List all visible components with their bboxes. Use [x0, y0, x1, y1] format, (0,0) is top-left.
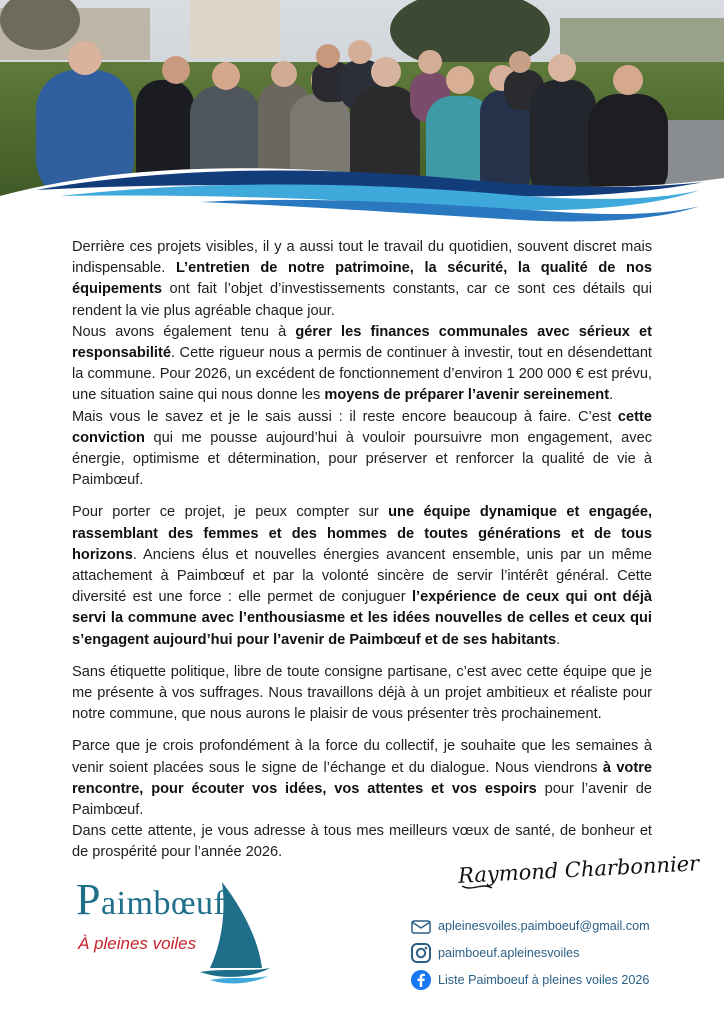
logo-initial: P — [76, 875, 101, 924]
text-run: . — [556, 631, 561, 648]
paragraph-3 — [72, 407, 652, 492]
email-icon — [410, 915, 432, 937]
letter-body — [72, 237, 652, 864]
text-run: . Cette rigueur nous a permis de continuer à investir, tout en désendettant la commune. Pour 2026, un excédent de fonctionnement d’environ 1 200 000 € est prévu, une situation saine qui nous donne les — [72, 345, 652, 404]
text-run: Mais vous le savez et je le sais aussi : il reste encore beaucoup à faire. C’est — [72, 408, 618, 425]
text-run: . — [609, 387, 614, 404]
bold-run: cette conviction — [72, 408, 652, 446]
campaign-logo — [72, 868, 282, 988]
paragraph-4 — [72, 502, 652, 650]
logo-word: aimbœuf — [100, 885, 226, 922]
bold-run: L’entretien de notre patrimoine, la sécurité, la qualité de nos équipements — [72, 260, 652, 298]
paragraph-5 — [72, 662, 652, 726]
text-run: Nous avons également tenu à — [72, 323, 296, 340]
paragraph-6 — [72, 736, 652, 821]
bold-run: à votre rencontre, pour écouter vos idées, vos attentes et vos espoirs — [72, 759, 653, 797]
text-run: Dans cette attente, je vous adresse à tous mes meilleurs vœux de santé, de bonheur et de prospérité pour l’année 2026. — [72, 823, 652, 861]
signature — [452, 842, 700, 898]
text-run: Pour porter ce projet, je peux compter sur — [72, 504, 389, 521]
bold-run: moyens de préparer l’avenir sereinement — [324, 387, 610, 404]
signature-text: Raymond Charbonnier — [457, 851, 700, 888]
wave-banner — [0, 160, 724, 230]
bold-run: une équipe dynamique et engagée, rassemblant des femmes et des hommes de toutes générations et de tous horizons — [72, 504, 652, 563]
paragraph-2 — [72, 322, 652, 407]
contact-list — [410, 914, 680, 995]
contact-facebook[interactable] — [410, 968, 680, 992]
handwritten-signature — [452, 842, 700, 898]
text-run: Derrière ces projets visibles, il y a aussi tout le travail du quotidien, souvent discret mais indispensable. — [72, 239, 652, 277]
bold-run: l’expérience de ceux qui ont déjà servi la commune avec l’enthousiasme et les idées nouvelles de celles et ceux qui s’engagent aujourd’hui pour l’avenir de Paimbœuf et de ses habitants — [72, 589, 652, 648]
bold-run: gérer les finances communales avec sérieux et responsabilité — [72, 323, 652, 362]
text-run: Parce que je crois profondément à la force du collectif, je souhaite que les semaines à venir soient placées sous le signe de l’échange et du dialogue. Nous viendrons — [72, 738, 652, 776]
logo-tagline: À pleines voiles — [78, 934, 197, 953]
facebook-icon — [410, 969, 432, 991]
email-text[interactable]: apleinesvoiles.paimboeuf@gmail.com — [438, 919, 650, 933]
text-run: qui me pousse aujourd’hui à vouloir poursuivre mon engagement, avec énergie, optimisme et détermination, pour préserver et renforcer la qualité de vie à Paimbœuf. — [72, 429, 652, 489]
contact-email[interactable] — [410, 914, 680, 938]
facebook-text[interactable]: Liste Paimboeuf à pleines voiles 2026 — [438, 973, 650, 987]
logo-wordmark — [76, 874, 225, 925]
text-run: Sans étiquette politique, libre de toute consigne partisane, c’est avec cette équipe que je me présente à vos suffrages. Nous travaillons déjà à un projet ambitieux et réaliste pour notre commune, que nous aurons le plaisir de vous présenter très prochainement. — [72, 663, 652, 723]
text-run: pour l’avenir de Paimbœuf. — [72, 780, 652, 819]
text-run: . Anciens élus et nouvelles énergies avancent ensemble, unis par un même attachement à Paimbœuf et par la volonté sincère de servir l’intérêt général. Cette diversité est une force : elle permet de conjuguer — [72, 546, 652, 606]
contact-instagram[interactable] — [410, 941, 680, 965]
text-run: ont fait l’objet d’investissements constants, car ce sont ces détails qui rendent la vie plus agréable chaque jour. — [72, 281, 652, 319]
paragraph-1 — [72, 237, 652, 322]
instagram-icon — [410, 942, 432, 964]
instagram-text[interactable]: paimboeuf.apleinesvoiles — [438, 946, 580, 960]
